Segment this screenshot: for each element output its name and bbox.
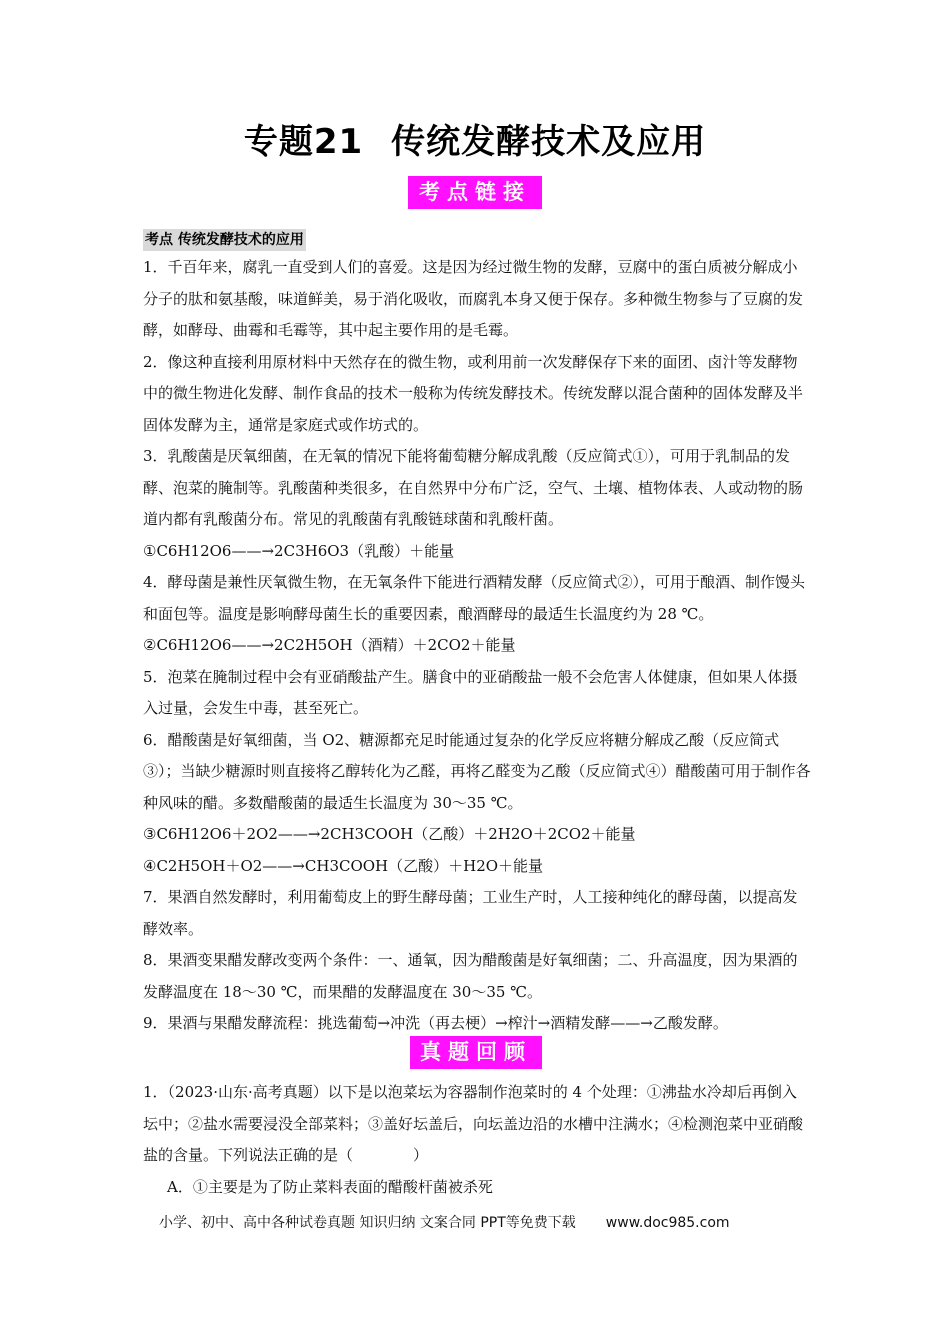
- paragraph: 9．果酒与果醋发酵流程：挑选葡萄→冲洗（再去梗）→榨汁→酒精发酵——→乙酸发酵。: [143, 1014, 728, 1032]
- paragraph: 2．像这种直接利用原材料中天然存在的微生物，或利用前一次发酵保存下来的面团、卤汁等发酵物中的微生物进化发酵、制作食品的技术一般称为传统发酵技术。传统发酵以混合菌种的固体发酵及半固体发酵为主，通常是家庭式或作坊式的。: [143, 352, 804, 434]
- equation: ②C6H12O6——→2C2H5OH（酒精）＋2CO2＋能量: [143, 636, 516, 654]
- paragraph: 7．果酒自然发酵时，利用葡萄皮上的野生酵母菌；工业生产时，人工接种纯化的酵母菌，以提高发酵效率。: [143, 888, 798, 938]
- paragraph: 1．千百年来，腐乳一直受到人们的喜爱。这是因为经过微生物的发酵，豆腐中的蛋白质被分解成小分子的肽和氨基酸，味道鲜美，易于消化吸收，而腐乳本身又便于保存。多种微生物参与了豆腐的发酵，如酵母、曲霉和毛霉等，其中起主要作用的是毛霉。: [143, 258, 804, 339]
- paragraph: 5．泡菜在腌制过程中会有亚硝酸盐产生。膳食中的亚硝酸盐一般不会危害人体健康，但如果人体摄入过量，会发生中毒，甚至死亡。: [143, 667, 798, 717]
- banner-kaodian-lianjie: 考点链接: [408, 176, 542, 209]
- question-stem: 1．（2023·山东·高考真题）以下是以泡菜坛为容器制作泡菜时的 4 个处理：①沸盐水冷却后再倒入坛中；②盐水需要浸没全部菜料；③盖好坛盖后，向坛盖边沿的水槽中注满水；④检测泡菜中亚硝酸盐的含量。下列说法正确的是（ ）: [143, 1083, 804, 1164]
- footer-site: www.doc985.com: [605, 1215, 730, 1231]
- exam-question: [143, 1077, 811, 1203]
- section-heading: 考点 传统发酵技术的应用: [143, 229, 306, 251]
- page-title: [0, 114, 950, 163]
- banner-zhenti-huigu: 真题回顾: [410, 1036, 542, 1069]
- paragraph: 6．醋酸菌是好氧细菌，当 O2、糖源都充足时能通过复杂的化学反应将糖分解成乙酸（反应简式③）；当缺少糖源时则直接将乙醇转化为乙醛，再将乙醛变为乙酸（反应简式④）醋酸菌可用于制作各种风味的醋。多数醋酸菌的最适生长温度为 30～35 ℃。: [143, 730, 811, 812]
- paragraph: 3．乳酸菌是厌氧细菌，在无氧的情况下能将葡萄糖分解成乳酸（反应简式①），可用于乳制品的发酵、泡菜的腌制等。乳酸菌种类很多，在自然界中分布广泛，空气、土壤、植物体表、人或动物的肠道内都有乳酸菌分布。常见的乳酸菌有乳酸链球菌和乳酸杆菌。: [143, 447, 804, 528]
- knowledge-points: [143, 252, 811, 1040]
- equation: ③C6H12O6＋2O2——→2CH3COOH（乙酸）＋2H2O＋2CO2＋能量: [143, 825, 636, 843]
- paragraph: 8．果酒变果醋发酵改变两个条件：一、通氧，因为醋酸菌是好氧细菌；二、升高温度，因为果酒的发酵温度在 18～30 ℃，而果醋的发酵温度在 30～35 ℃。: [143, 951, 798, 1001]
- equation: ①C6H12O6——→2C3H6O3（乳酸）＋能量: [143, 541, 455, 560]
- equation: ④C2H5OH＋O2——→CH3COOH（乙酸）＋H2O＋能量: [143, 856, 544, 875]
- page-footer: [159, 1212, 859, 1232]
- option-a: A．①主要是为了防止菜料表面的醋酸杆菌被杀死: [167, 1177, 493, 1196]
- footer-text: 小学、初中、高中各种试卷真题 知识归纳 文案合同 PPT等免费下载: [159, 1215, 576, 1231]
- paragraph: 4．酵母菌是兼性厌氧微生物，在无氧条件下能进行酒精发酵（反应简式②），可用于酿酒、制作馒头和面包等。温度是影响酵母菌生长的重要因素，酿酒酵母的最适生长温度约为 28 ℃。: [143, 573, 806, 623]
- title-topic-name: 传统发酵技术及应用: [391, 122, 707, 162]
- title-topic-number: 专题21: [243, 122, 364, 162]
